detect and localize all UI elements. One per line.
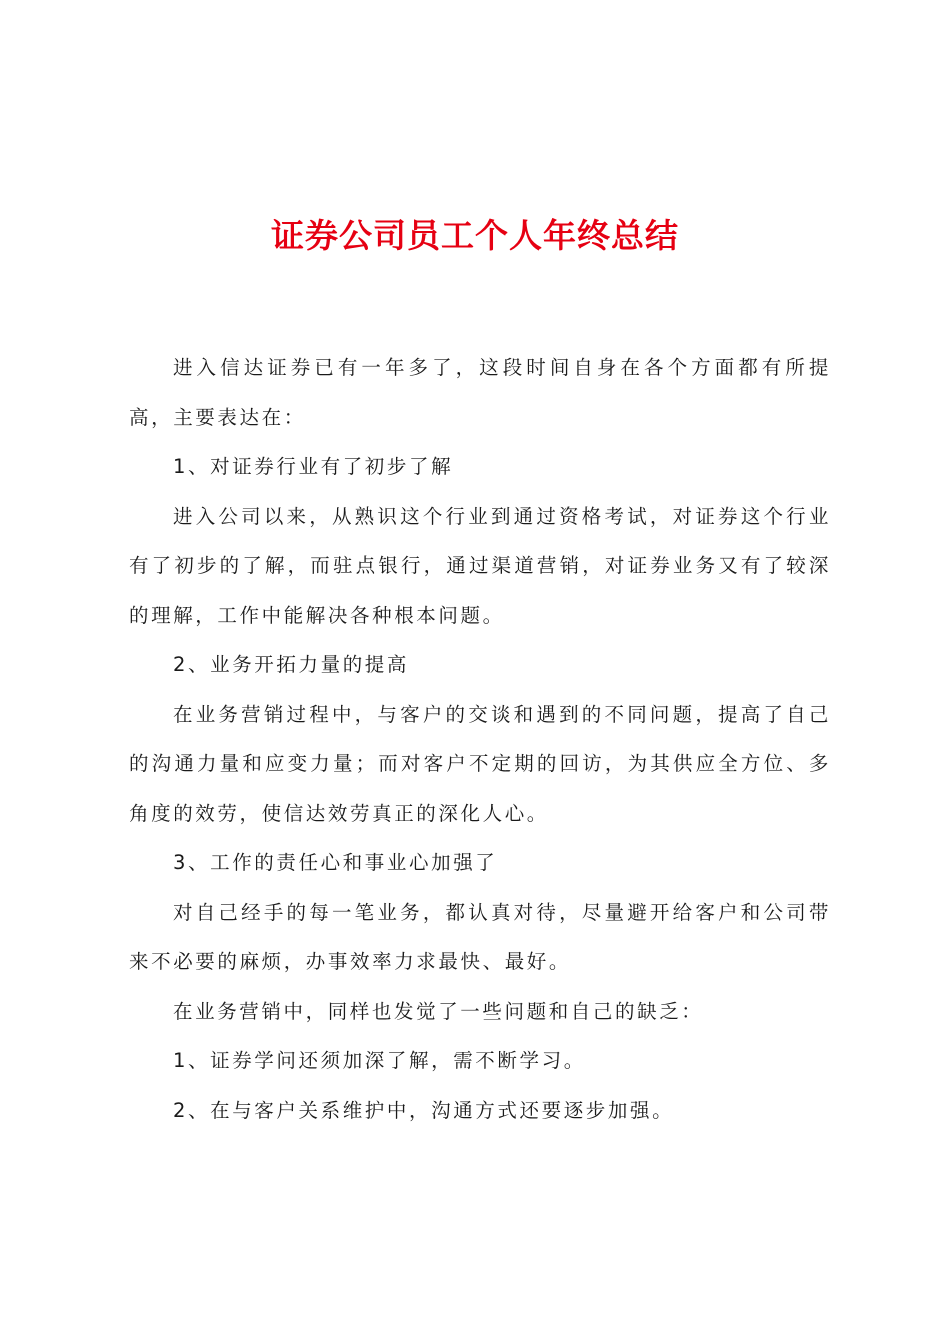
shortcoming-item-2: 2、在与客户关系维护中，沟通方式还要逐步加强。 xyxy=(173,1098,675,1122)
section-3-paragraph: 对自己经手的每一笔业务，都认真对待，尽量避开给客户和公司带来不必要的麻烦，办事效率力求最快、最好。 xyxy=(129,900,831,973)
shortcomings-intro-paragraph: 在业务营销中，同样也发觉了一些问题和自己的缺乏： xyxy=(173,999,704,1023)
section-heading-3: 3、工作的责任心和事业心加强了 xyxy=(173,851,498,874)
section-2-paragraph: 在业务营销过程中，与客户的交谈和遇到的不同问题，提高了自己的沟通力量和应变力量；而对客户不定期的回访，为其供应全方位、多角度的效劳，使信达效劳真正的深化人心。 xyxy=(129,702,831,825)
section-1-paragraph: 进入公司以来，从熟识这个行业到通过资格考试，对证券这个行业有了初步的了解，而驻点银行，通过渠道营销，对证券业务又有了较深的理解，工作中能解决各种根本问题。 xyxy=(129,504,831,627)
intro-paragraph: 进入信达证券已有一年多了，这段时间自身在各个方面都有所提高，主要表达在： xyxy=(129,356,831,429)
shortcoming-item-1: 1、证券学问还须加深了解，需不断学习。 xyxy=(173,1049,586,1072)
section-heading-1: 1、对证券行业有了初步了解 xyxy=(173,455,454,478)
document-title: 证券公司员工个人年终总结 xyxy=(271,216,679,255)
section-heading-2: 2、业务开拓力量的提高 xyxy=(173,653,410,676)
document-body xyxy=(129,343,831,1135)
